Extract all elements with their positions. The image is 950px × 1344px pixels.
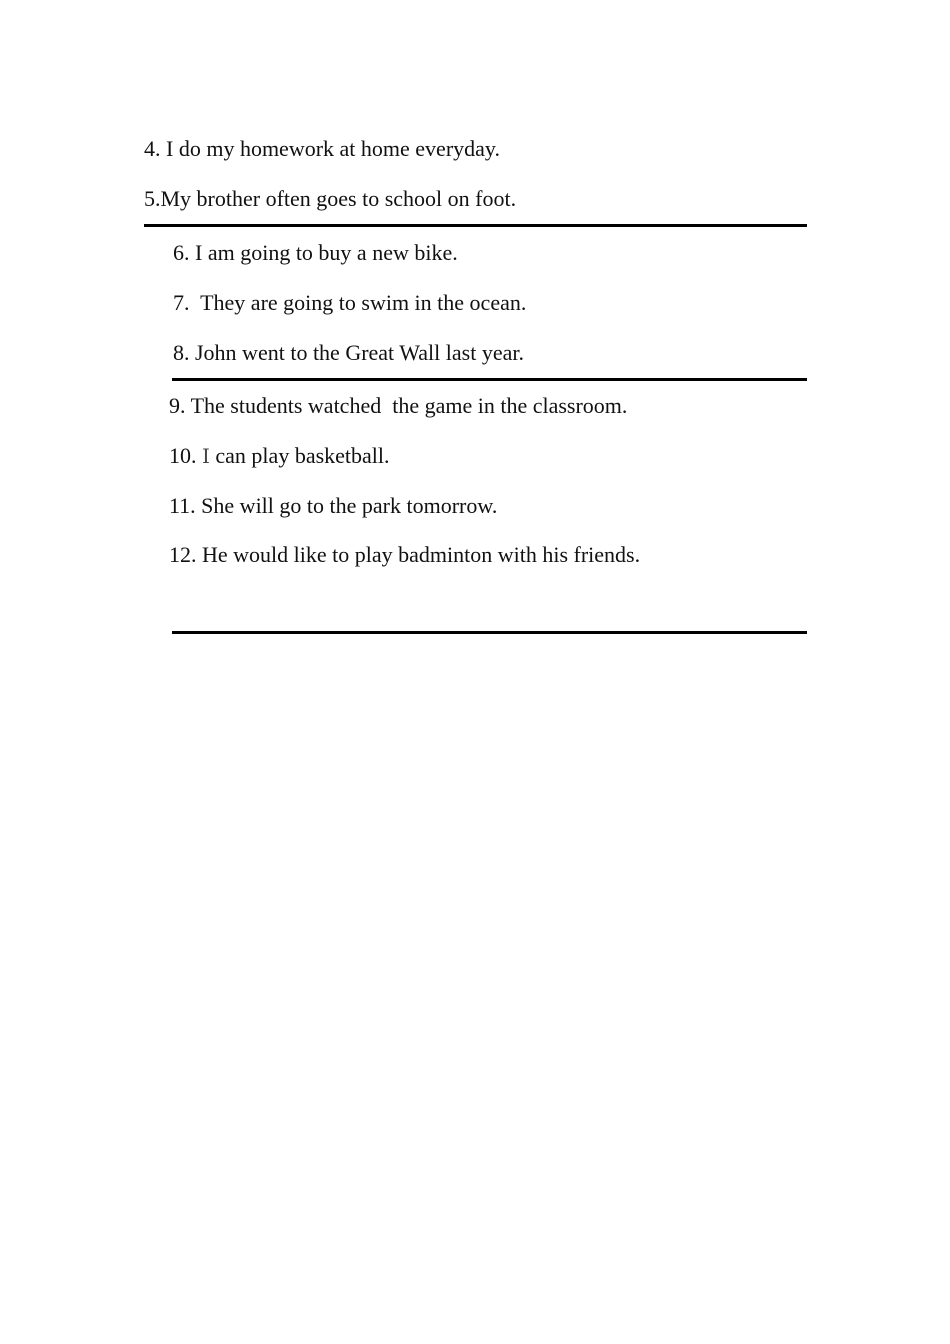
- divider-rule-3: [172, 631, 807, 634]
- sentence-7: 7. They are going to swim in the ocean.: [173, 290, 527, 315]
- sentence-10-pronoun: Ⅰ: [202, 444, 210, 468]
- sentence-12: 12. He would like to play badminton with his friends.: [169, 542, 641, 567]
- sentence-4: 4. I do my homework at home everyday.: [144, 136, 500, 161]
- sentence-9: 9. The students watched the game in the classroom.: [169, 393, 628, 418]
- sentence-10-rest: can play basketball.: [209, 443, 390, 468]
- divider-rule-1: [144, 224, 807, 227]
- sentence-6: 6. I am going to buy a new bike.: [173, 240, 458, 265]
- sentence-11: 11. She will go to the park tomorrow.: [169, 493, 498, 518]
- sentence-10: [169, 443, 390, 469]
- sentence-10-number: 10.: [169, 443, 202, 468]
- divider-rule-2: [172, 378, 807, 381]
- sentence-5: 5.My brother often goes to school on foot.: [144, 186, 517, 211]
- sentence-8: 8. John went to the Great Wall last year.: [173, 340, 524, 365]
